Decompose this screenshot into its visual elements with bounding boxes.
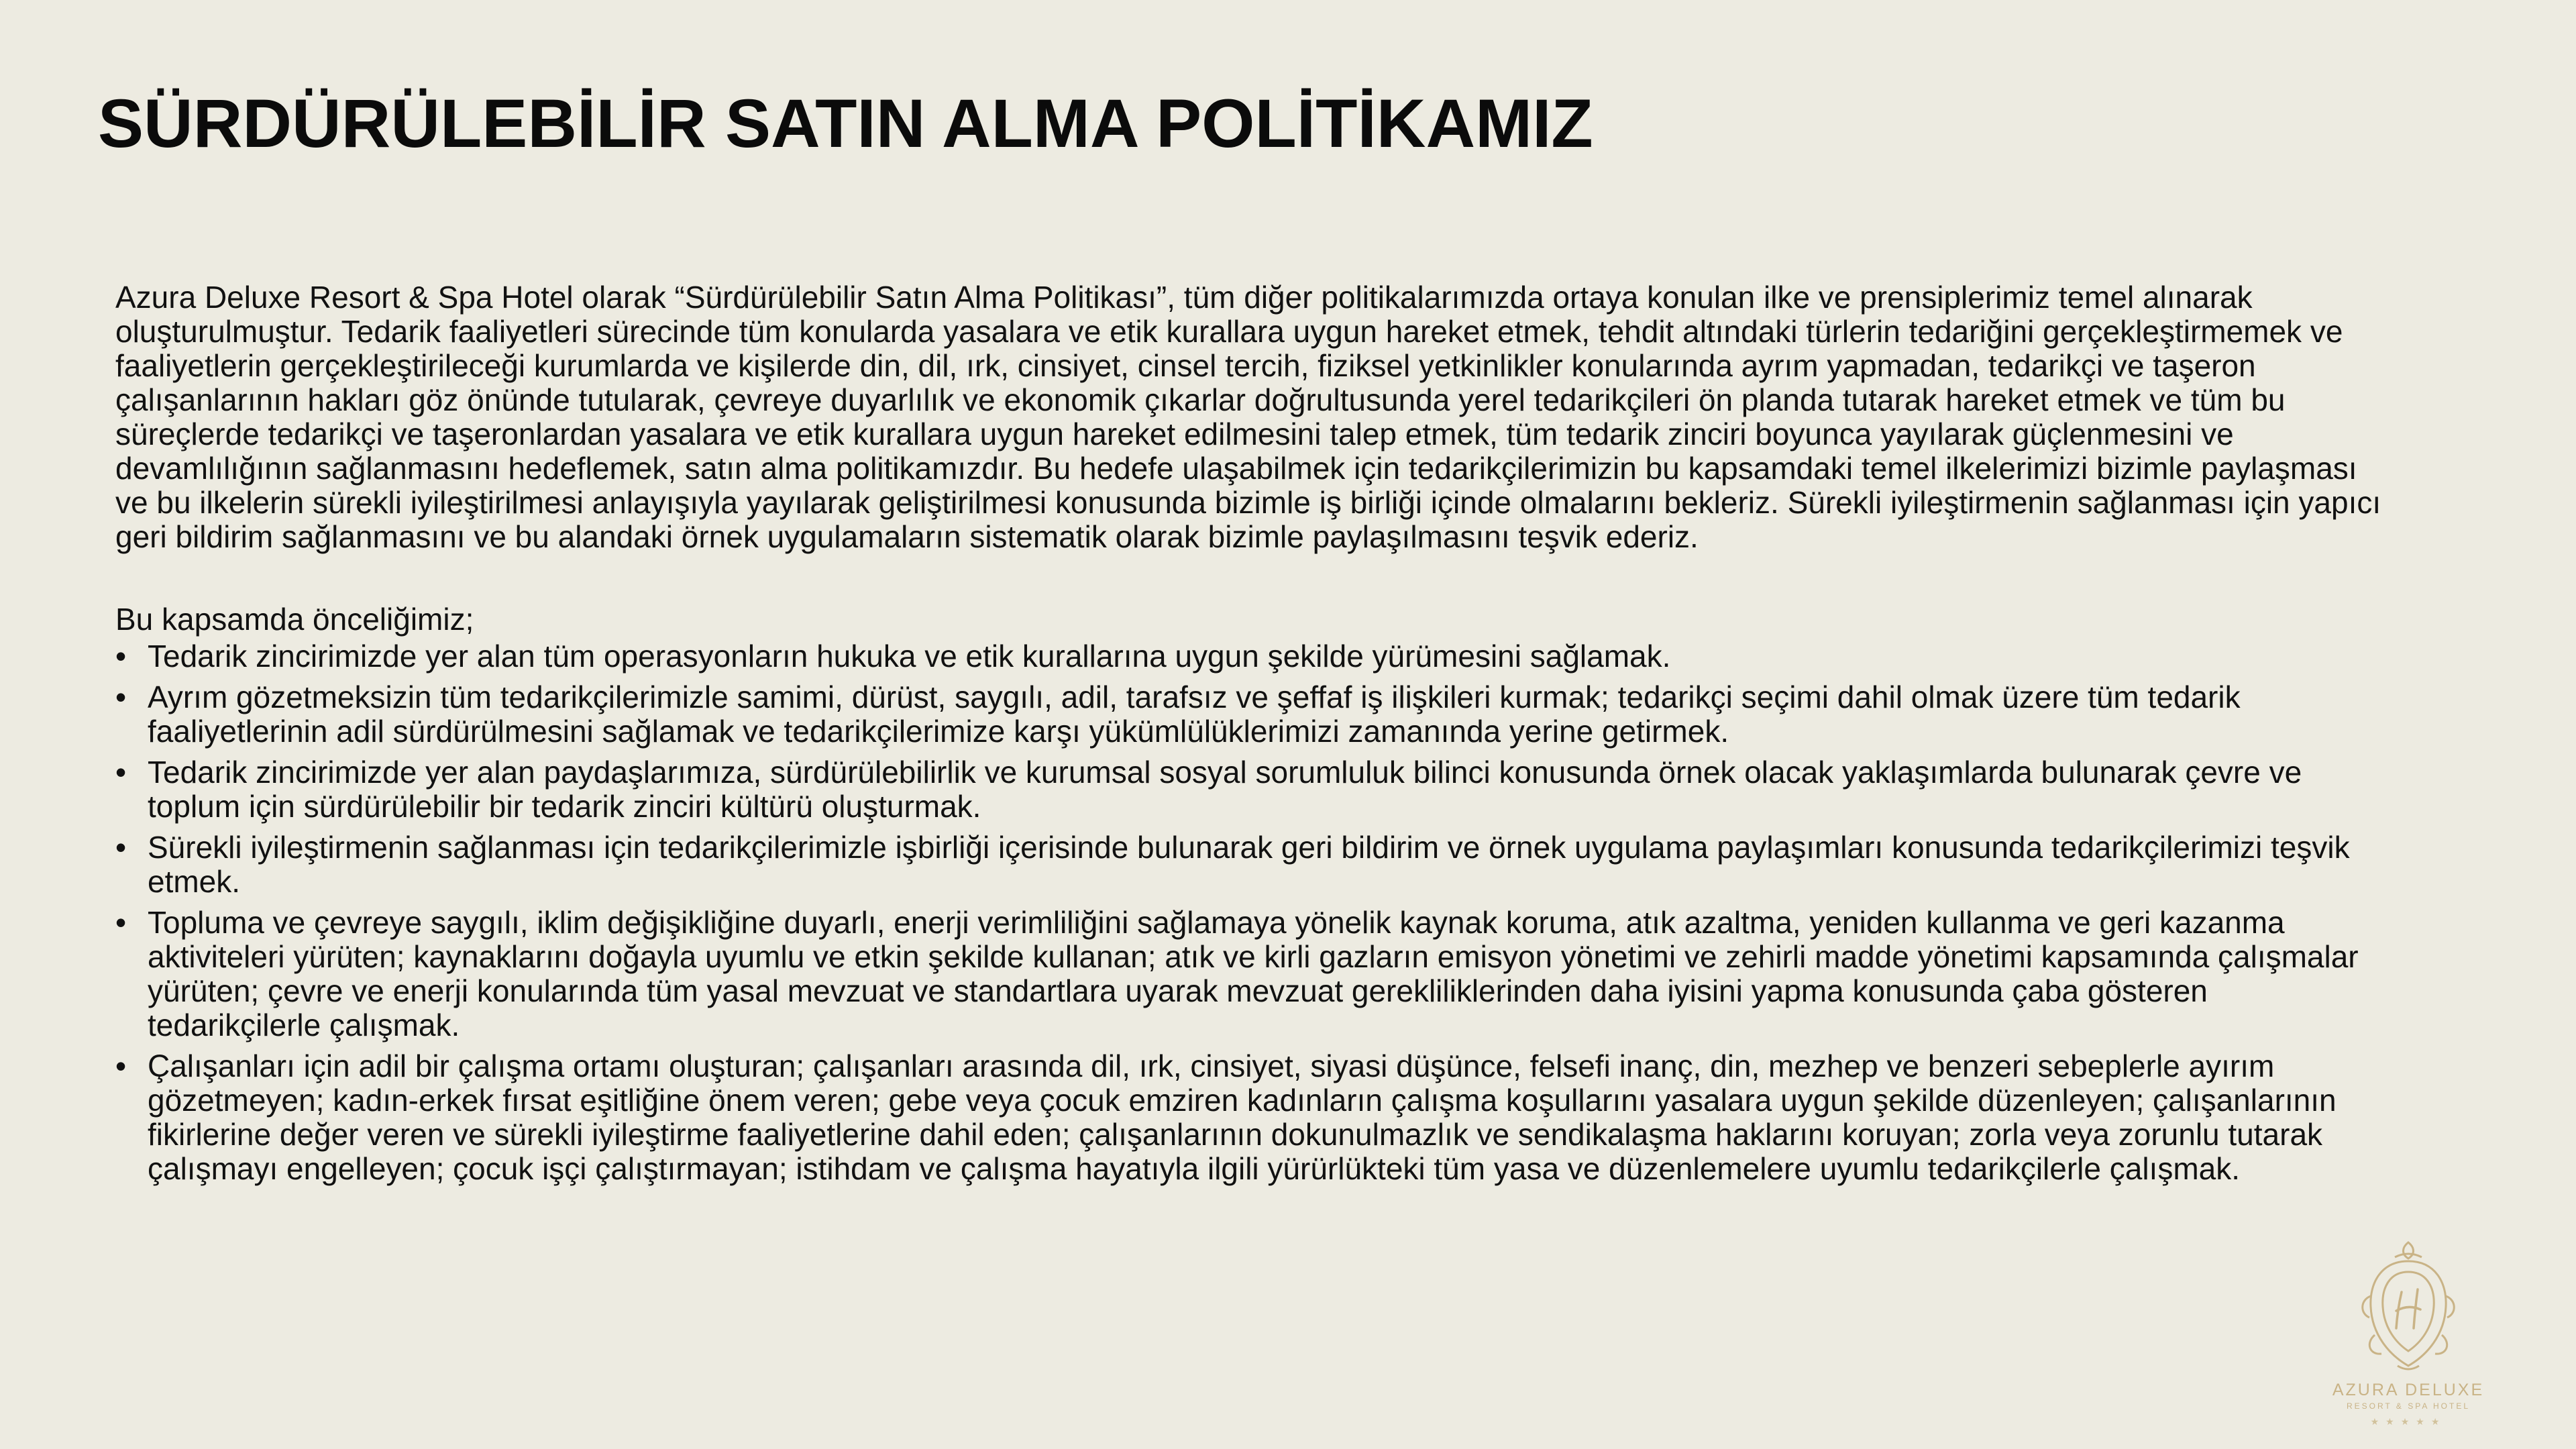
- priorities-list: [115, 639, 2383, 1186]
- logo-stars: ★★★★★: [2370, 1416, 2447, 1427]
- list-item: [115, 830, 2383, 899]
- list-item-text: Topluma ve çevreye saygılı, iklim değişikliğine duyarlı, enerji verimliliğini sağlamaya yönelik kaynak koruma, atık azaltma, yeniden kullanma ve geri kazanma aktiviteleri yürüten; kaynaklarını doğayla uyumlu ve etkin şekilde kullanan; atık ve kirli gazların emisyon yönetimi ve zehirli madde yönetimi kapsamında çalışmalar yürüten; çevre ve enerji konularında tüm yasal mevzuat ve standartlara uyarak mevzuat gerekliliklerinden daha iyisini yapma konusunda çaba gösteren tedarikçilerle çalışmak.: [148, 905, 2359, 1042]
- bullet-icon: •: [115, 680, 127, 714]
- priorities-lead: Bu kapsamda önceliğimiz;: [115, 602, 474, 637]
- list-item: [115, 906, 2383, 1042]
- list-item-text: Ayrım gözetmeksizin tüm tedarikçilerimizle samimi, dürüst, saygılı, adil, tarafsız ve şeffaf iş ilişkileri kurmak; tedarikçi seçimi dahil olmak üzere tüm tedarik faaliyetlerinin adil sürdürülmesini sağlamak ve tedarikçilerimize karşı yükümlülüklerimizi zamanında yerine getirmek.: [148, 680, 2241, 749]
- logo-brand-subtitle: RESORT & SPA HOTEL: [2346, 1401, 2471, 1411]
- list-item: [115, 680, 2383, 749]
- crest-emblem-icon: [2355, 1234, 2462, 1375]
- list-item-text: Tedarik zincirimizde yer alan tüm operasyonların hukuka ve etik kurallarına uygun şekilde yürümesini sağlamak.: [148, 639, 1671, 674]
- azura-deluxe-logo: [2308, 1234, 2509, 1449]
- list-item-text: Sürekli iyileştirmenin sağlanması için tedarikçilerimizle işbirliği içerisinde bulunarak geri bildirim ve örnek uygulama paylaşımları konusunda tedarikçilerimizi teşvik etmek.: [148, 830, 2350, 899]
- bullet-icon: •: [115, 905, 127, 940]
- list-item: [115, 639, 2383, 674]
- page-title: SÜRDÜRÜLEBİLİR SATIN ALMA POLİTİKAMIZ: [98, 85, 1593, 162]
- list-item-text: Çalışanları için adil bir çalışma ortamı oluşturan; çalışanları arasında dil, ırk, cinsiyet, siyasi düşünce, felsefi inanç, din, mezhep ve benzeri sebeplerle ayırım gözetmeyen; kadın-erkek fırsat eşitliğine önem veren; gebe veya çocuk emziren kadınların çalışma koşullarını yasalara uygun şekilde düzenleyen; çalışanlarının fikirlerine değer veren ve sürekli iyileştirme faaliyetlerine dahil eden; çalışanlarının dokunulmazlık ve sendikalaşma haklarını koruyan; zorla veya zorunlu tutarak çalışmayı engelleyen; çocuk işçi çalıştırmayan; istihdam ve çalışma hayatıyla ilgili yürürlükteki tüm yasa ve düzenlemelere uyumlu tedarikçilerle çalışmak.: [148, 1049, 2337, 1186]
- bullet-icon: •: [115, 639, 127, 674]
- list-item: [115, 1049, 2383, 1186]
- bullet-icon: •: [115, 755, 127, 790]
- list-item-text: Tedarik zincirimizde yer alan paydaşlarımıza, sürdürülebilirlik ve kurumsal sosyal sorumluluk bilinci konusunda örnek olacak yaklaşımlarda bulunarak çevre ve toplum için sürdürülebilir bir tedarik zinciri kültürü oluşturmak.: [148, 755, 2302, 824]
- logo-brand-name: AZURA DELUXE: [2332, 1381, 2485, 1399]
- policy-content: [115, 280, 2383, 1193]
- bullet-icon: •: [115, 830, 127, 865]
- bullet-icon: •: [115, 1049, 127, 1083]
- list-item: [115, 755, 2383, 824]
- intro-paragraph: Azura Deluxe Resort & Spa Hotel olarak “Sürdürülebilir Satın Alma Politikası”, tüm diğer politikalarımızda ortaya konulan ilke ve prensiplerimiz temel alınarak oluşturulmuştur. Tedarik faaliyetleri sürecinde tüm konularda yasalara ve etik kurallara uygun hareket etmek, tehdit altındaki türlerin tedariğini gerçekleştirmemek ve faaliyetlerin gerçekleştirileceği kurumlarda ve kişilerde din, dil, ırk, cinsiyet, cinsel tercih, fiziksel yetkinlikler konularında ayrım yapmadan, tedarikçi ve taşeron çalışanlarının hakları göz önünde tutularak, çevreye duyarlılık ve ekonomik çıkarlar doğrultusunda yerel tedarikçileri ön planda tutarak hareket etmek ve tüm bu süreçlerde tedarikçi ve taşeronlardan yasalara ve etik kurallara uygun hareket edilmesini talep etmek, tüm tedarik zinciri boyunca yayılarak güçlenmesini ve devamlılığının sağlanmasını hedeflemek, satın alma politikamızdır. Bu hedefe ulaşabilmek için tedarikçilerimizin bu kapsamdaki temel ilkelerimizi bizimle paylaşması ve bu ilkelerin sürekli iyileştirilmesi anlayışıyla yayılarak geliştirilmesi konusunda bizimle iş birliği içinde olmalarını bekleriz. Sürekli iyileştirmenin sağlanması için yapıcı geri bildirim sağlanmasını ve bu alandaki örnek uygulamaların sistematik olarak bizimle paylaşılmasını teşvik ederiz.: [115, 280, 2381, 554]
